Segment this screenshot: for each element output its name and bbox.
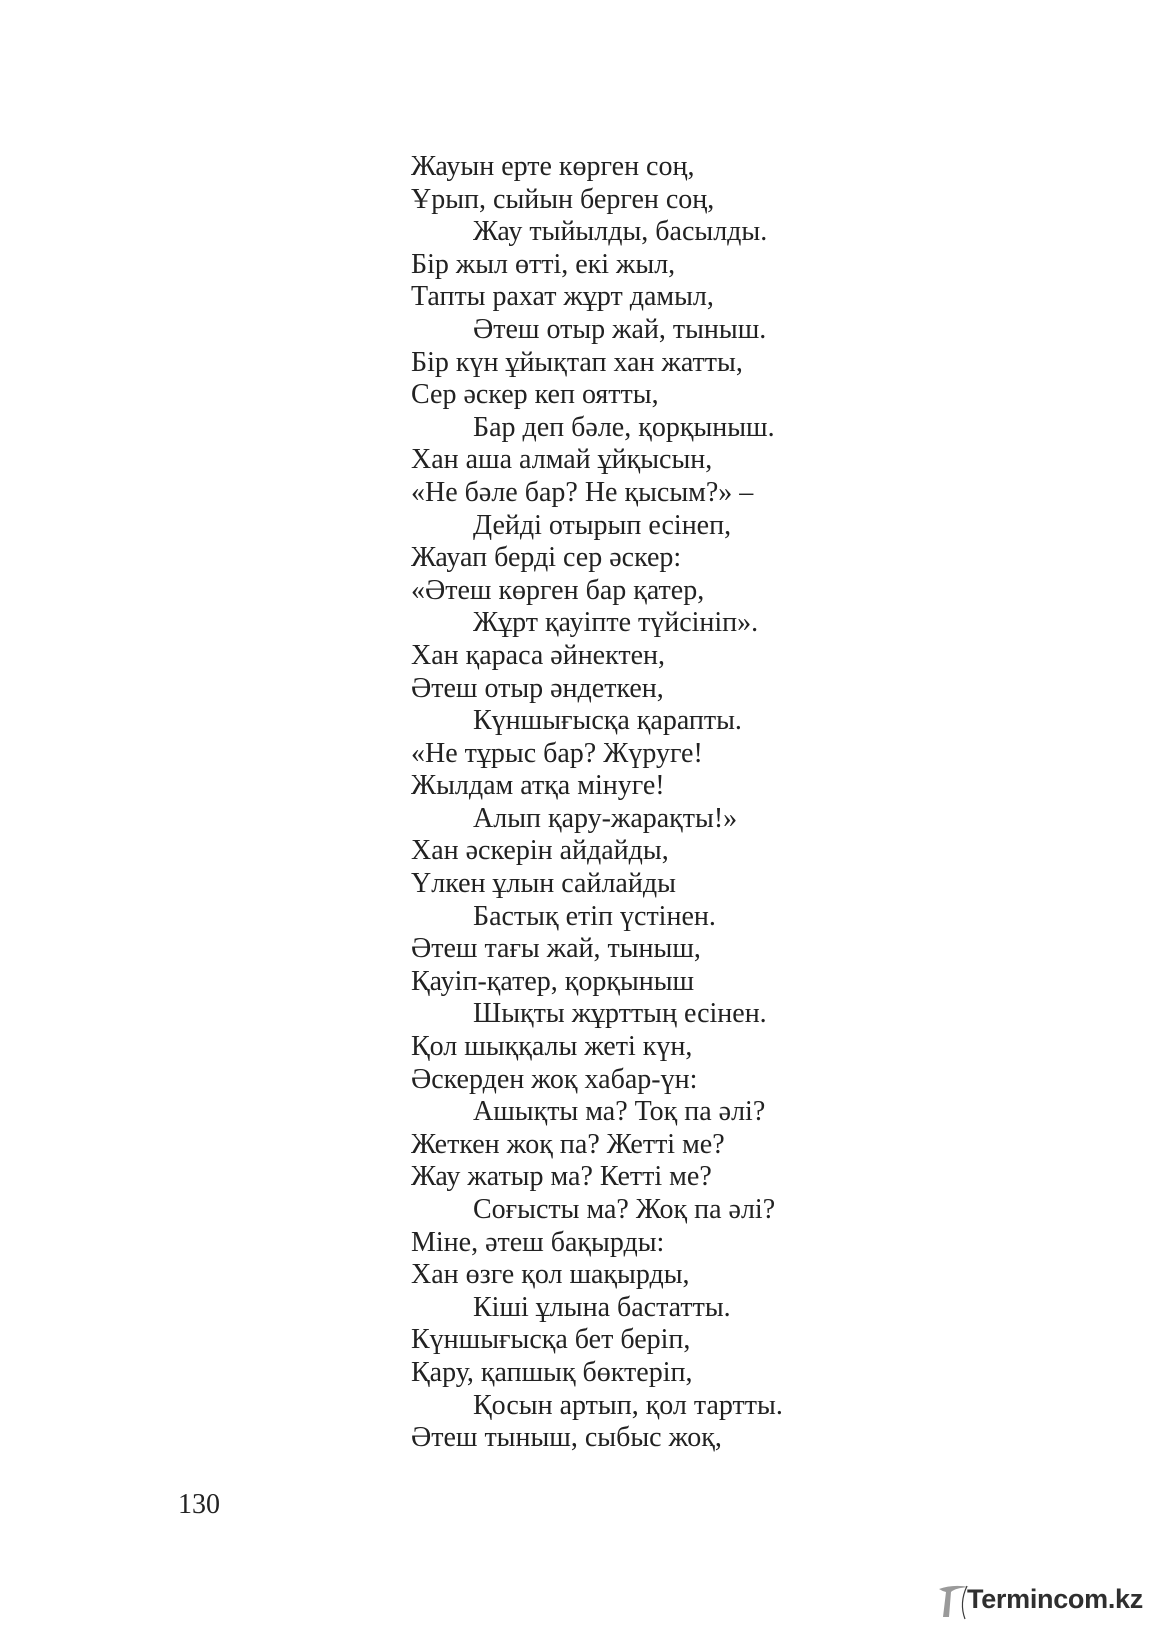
watermark-text: Termincom.kz: [967, 1584, 1143, 1614]
poem-line: Әтеш тыныш, сыбыс жоқ,: [411, 1422, 722, 1454]
poem-line: Қауіп-қатер, қорқыныш: [411, 965, 695, 997]
poem-line: Ашықты ма? Тоқ па әлі?: [473, 1096, 766, 1128]
watermark-logo: [937, 1577, 1152, 1625]
poem-line: Хан қараса әйнектен,: [411, 639, 665, 671]
poem-line: Жұрт қауіпте түйсініп».: [473, 607, 759, 639]
poem-line: Әтеш отыр жай, тыныш.: [473, 313, 767, 345]
poem-line: Алып қару-жарақты!»: [473, 802, 738, 834]
poem-line: «Не бәле бар? Не қысым?» –: [411, 476, 754, 508]
poem-line: Бар деп бәле, қорқыныш.: [473, 411, 775, 443]
poem-line: «Не тұрыс бар? Жүруге!: [411, 737, 703, 769]
poem-line: Жау жатыр ма? Кетті ме?: [411, 1161, 712, 1193]
poem-line: Хан әскерін айдайды,: [411, 835, 669, 867]
poem-line: Үлкен ұлын сайлайды: [411, 868, 676, 900]
poem-line: Әскерден жоқ хабар-үн:: [411, 1063, 698, 1095]
poem-line: Қол шыққалы жеті күн,: [411, 1031, 693, 1063]
poem-line: Жауап берді сер әскер:: [411, 542, 682, 574]
poem-line: Дейді отырып есінеп,: [473, 509, 732, 541]
poem-text: [411, 151, 783, 1455]
poem-line: Сер әскер кеп оятты,: [411, 379, 659, 411]
poem-line: Тапты рахат жұрт дамыл,: [411, 281, 714, 313]
poem-line: Бір жыл өтті, екі жыл,: [411, 248, 676, 280]
poem-line: Хан өзге қол шақырды,: [411, 1259, 690, 1291]
poem-line: Ұрып, сыйын берген соң,: [411, 183, 715, 215]
poem-line: Міне, әтеш бақырды:: [411, 1226, 665, 1258]
poem-line: Бастық етіп үстінен.: [473, 900, 716, 932]
poem-line: Соғысты ма? Жоқ па әлі?: [473, 1194, 776, 1225]
poem-line: Жылдам атқа мінуге!: [411, 770, 665, 802]
poem-line: Жеткен жоқ па? Жетті ме?: [411, 1128, 725, 1160]
page-number: 130: [178, 1489, 220, 1520]
poem-line: Шықты жұрттың есінен.: [473, 998, 767, 1030]
poem-line: Қару, қапшық бөктеріп,: [411, 1356, 693, 1388]
poem-line: Қосын артып, қол тартты.: [473, 1389, 783, 1421]
poem-line: «Әтеш көрген бар қатер,: [411, 574, 705, 606]
poem-line: Әтеш отыр әндеткен,: [411, 672, 664, 704]
poem-line: Күншығысқа қарапты.: [473, 705, 742, 737]
poem-line: Күншығысқа бет беріп,: [411, 1324, 691, 1356]
poem-line: Әтеш тағы жай, тыныш,: [411, 933, 701, 965]
poem-line: Кіші ұлына бастатты.: [473, 1291, 731, 1323]
poem-line: Хан аша алмай ұйқысын,: [411, 444, 713, 476]
poem-line: Жауын ерте көрген соң,: [411, 151, 695, 182]
poem-line: Жау тыйылды, басылды.: [473, 216, 768, 248]
logo-swoosh-icon: [937, 1583, 971, 1621]
poem-line: Бір күн ұйықтап хан жатты,: [411, 346, 743, 378]
